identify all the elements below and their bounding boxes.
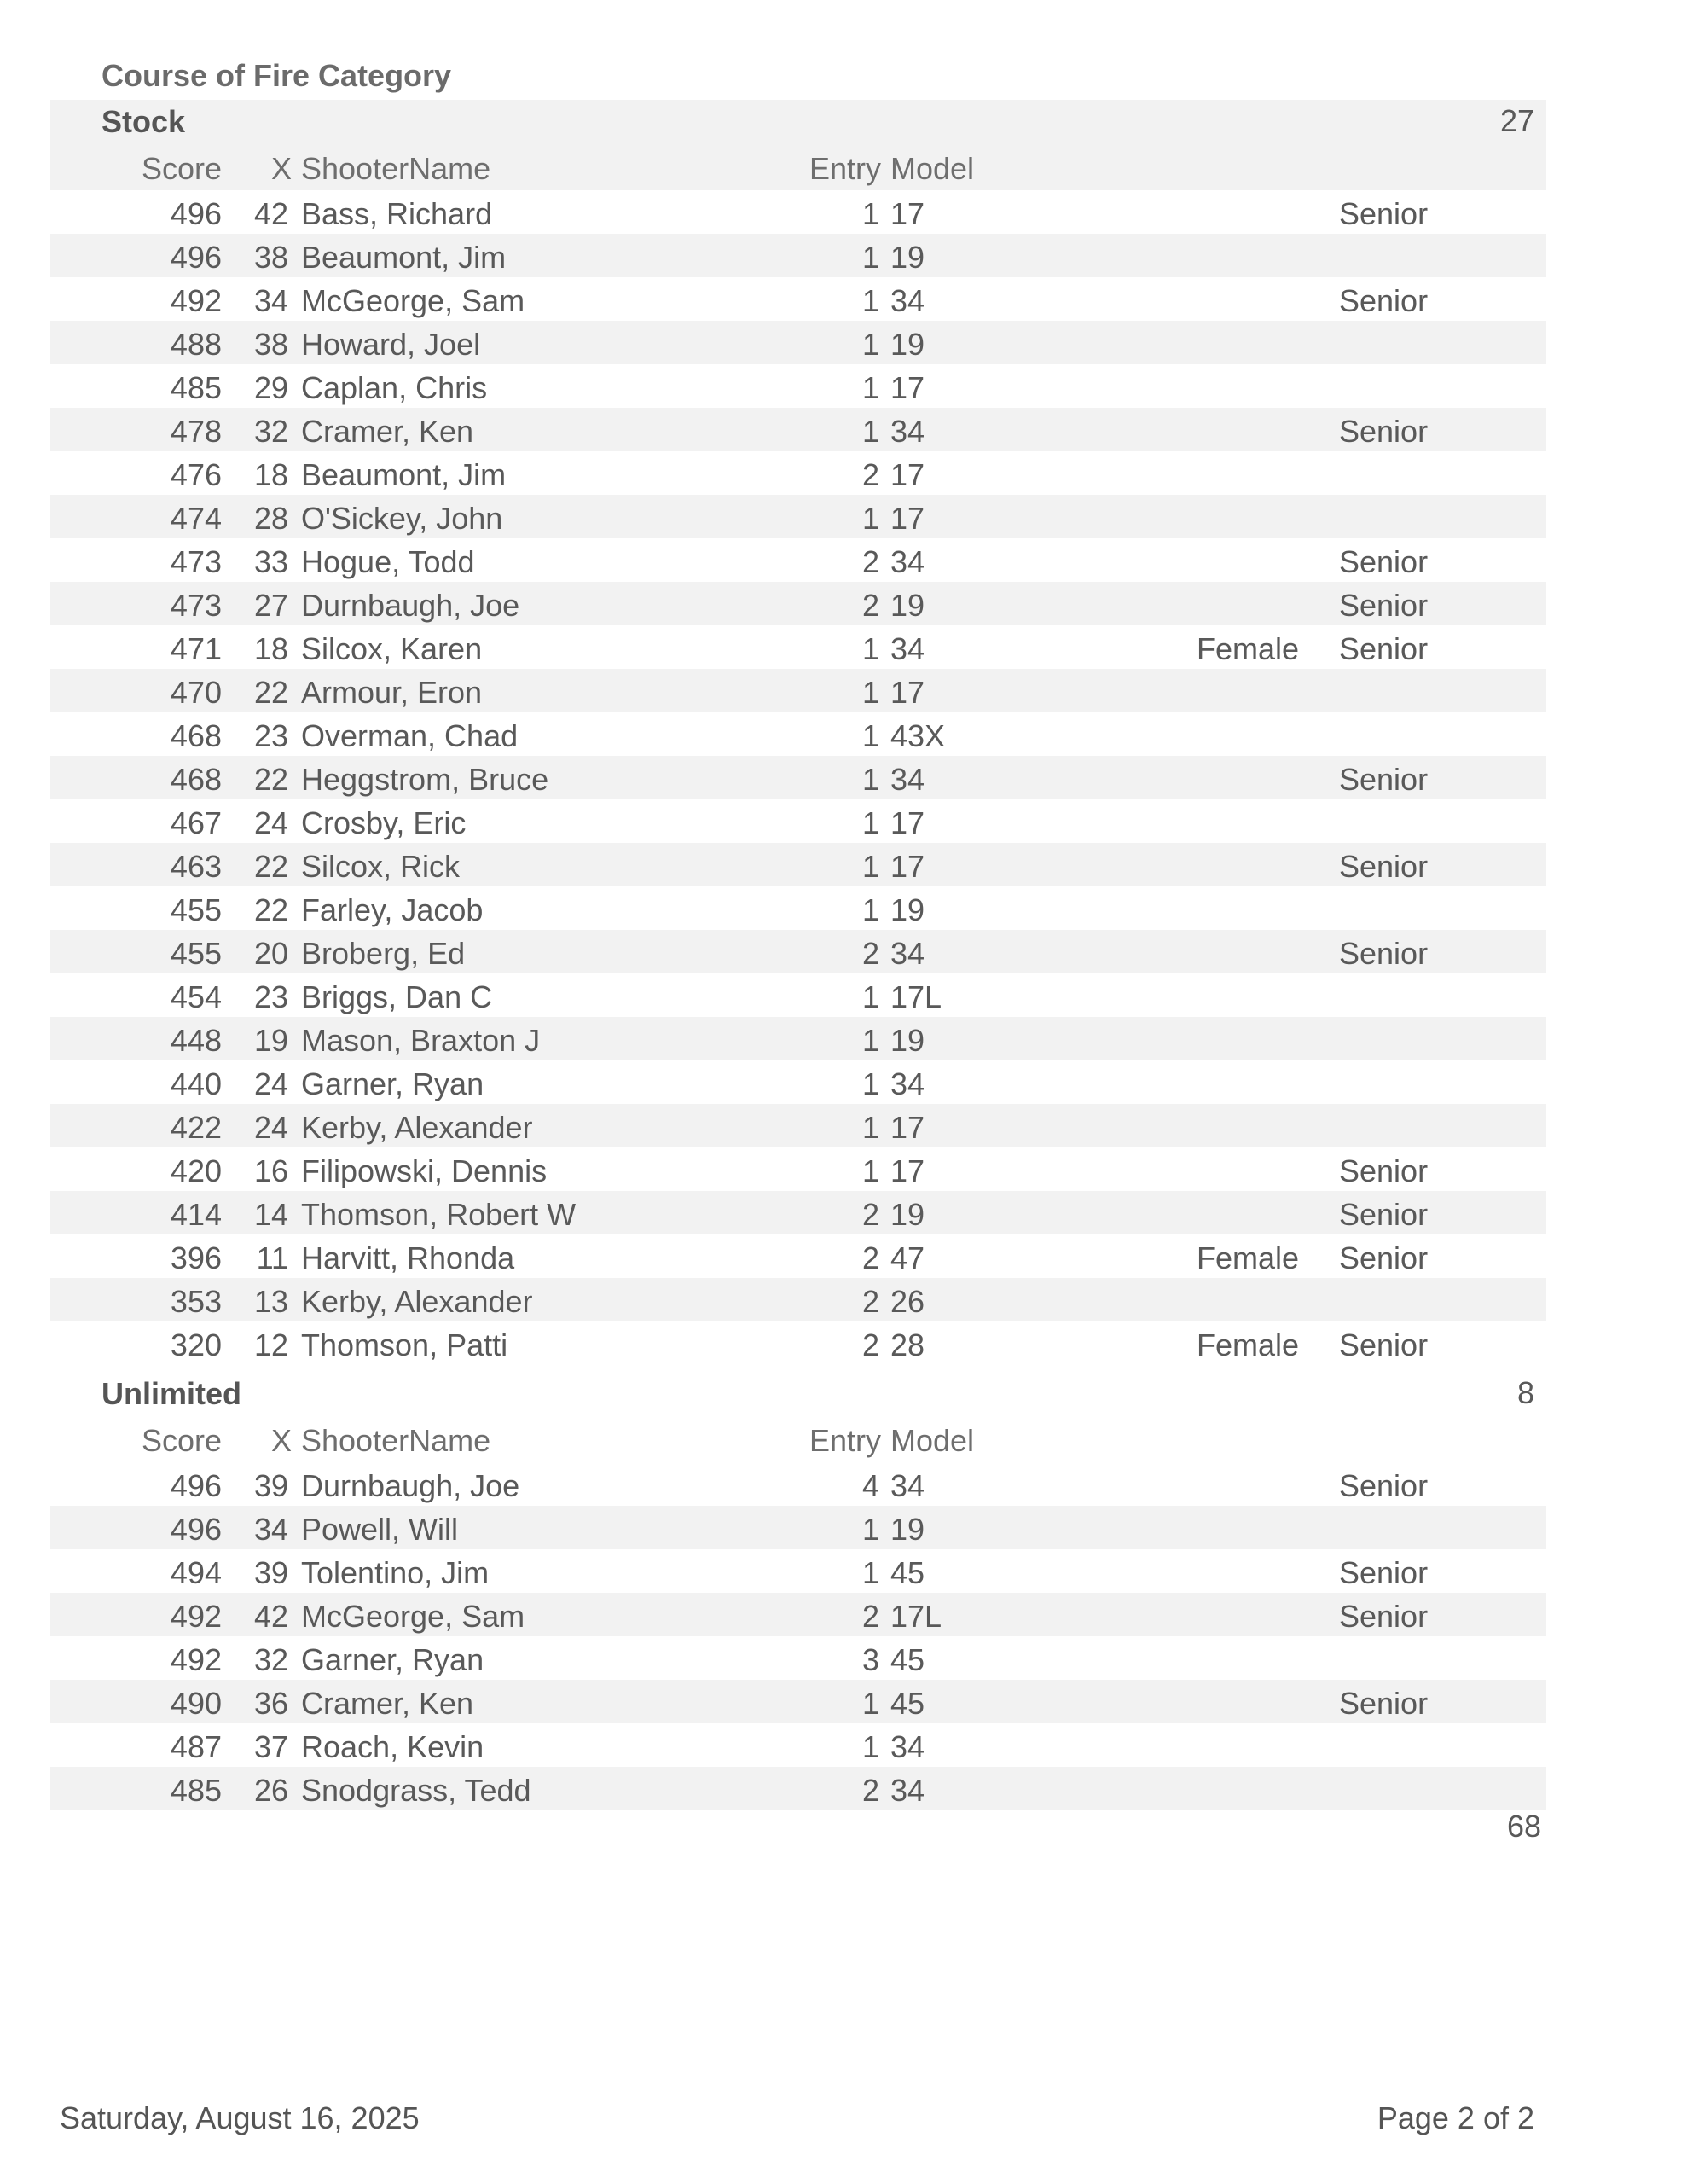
table-row xyxy=(50,1147,1546,1191)
table-row xyxy=(50,495,1546,538)
entry-cell: 1 xyxy=(861,501,879,536)
model-cell: 17 xyxy=(890,457,925,492)
table-row xyxy=(50,799,1546,843)
model-cell: 34 xyxy=(890,283,925,318)
shooter-name-cell: Hogue, Todd xyxy=(301,544,475,579)
group-header xyxy=(50,100,1546,143)
x-count-cell: 39 xyxy=(253,1555,288,1590)
model-cell: 28 xyxy=(890,1327,925,1362)
entry-cell: 2 xyxy=(861,544,879,579)
x-count-cell: 24 xyxy=(253,1110,288,1145)
score-cell: 496 xyxy=(170,1468,222,1503)
entry-cell: 1 xyxy=(861,240,879,275)
senior-cell: Senior xyxy=(1339,849,1429,884)
shooter-name-cell: Broberg, Ed xyxy=(301,936,466,971)
entry-cell: 2 xyxy=(861,1197,879,1232)
shooter-name-cell: Snodgrass, Tedd xyxy=(301,1773,531,1808)
score-cell: 471 xyxy=(170,631,222,666)
entry-cell: 1 xyxy=(861,1023,879,1058)
model-cell: 17 xyxy=(890,849,925,884)
x-count-cell: 42 xyxy=(253,1599,288,1634)
table-row xyxy=(50,1104,1546,1147)
x-count-cell: 19 xyxy=(253,1023,288,1058)
column-header-x: X xyxy=(270,151,292,186)
x-count-cell: 33 xyxy=(253,544,288,579)
shooter-name-cell: Armour, Eron xyxy=(301,675,483,710)
score-cell: 420 xyxy=(170,1153,222,1188)
model-cell: 19 xyxy=(890,240,925,275)
shooter-name-cell: Overman, Chad xyxy=(301,718,519,753)
entry-cell: 1 xyxy=(861,631,879,666)
score-cell: 492 xyxy=(170,1599,222,1634)
model-cell: 19 xyxy=(890,1197,925,1232)
table-row xyxy=(50,451,1546,495)
footer-page-number: Page 2 of 2 xyxy=(1377,2100,1534,2135)
entry-cell: 1 xyxy=(861,1686,879,1721)
table-row xyxy=(50,1278,1546,1321)
grand-total: 68 xyxy=(1506,1809,1541,1844)
column-header-model: Model xyxy=(890,1423,975,1458)
gender-cell: Female xyxy=(1196,1240,1299,1275)
shooter-name-cell: Kerby, Alexander xyxy=(301,1110,533,1145)
shooter-name-cell: Roach, Kevin xyxy=(301,1729,484,1764)
x-count-cell: 18 xyxy=(253,457,288,492)
entry-cell: 1 xyxy=(861,1555,879,1590)
x-count-cell: 27 xyxy=(253,588,288,623)
entry-cell: 1 xyxy=(861,762,879,797)
senior-cell: Senior xyxy=(1339,1468,1429,1503)
entry-cell: 1 xyxy=(861,1512,879,1547)
model-cell: 34 xyxy=(890,1773,925,1808)
x-count-cell: 13 xyxy=(253,1284,288,1319)
table-row xyxy=(50,1680,1546,1723)
entry-cell: 1 xyxy=(861,1110,879,1145)
group-count: 8 xyxy=(1516,1375,1534,1410)
entry-cell: 2 xyxy=(861,457,879,492)
senior-cell: Senior xyxy=(1339,1327,1429,1362)
senior-cell: Senior xyxy=(1339,1153,1429,1188)
unlimited-rows xyxy=(50,1462,1546,1810)
model-cell: 19 xyxy=(890,327,925,362)
table-row xyxy=(50,843,1546,886)
score-cell: 476 xyxy=(170,457,222,492)
entry-cell: 2 xyxy=(861,1773,879,1808)
model-cell: 19 xyxy=(890,588,925,623)
shooter-name-cell: Harvitt, Rhonda xyxy=(301,1240,515,1275)
model-cell: 17L xyxy=(890,979,942,1014)
x-count-cell: 14 xyxy=(253,1197,288,1232)
column-header-shooter-name: ShooterName xyxy=(301,151,491,186)
x-count-cell: 11 xyxy=(256,1240,288,1275)
model-cell: 19 xyxy=(890,892,925,927)
senior-cell: Senior xyxy=(1339,631,1429,666)
shooter-name-cell: Farley, Jacob xyxy=(301,892,484,927)
score-cell: 496 xyxy=(170,196,222,231)
table-row xyxy=(50,625,1546,669)
shooter-name-cell: O'Sickey, John xyxy=(301,501,503,536)
column-header-model: Model xyxy=(890,151,975,186)
score-cell: 448 xyxy=(170,1023,222,1058)
score-cell: 353 xyxy=(170,1284,222,1319)
entry-cell: 1 xyxy=(861,1066,879,1101)
model-cell: 45 xyxy=(890,1555,925,1590)
model-cell: 34 xyxy=(890,1729,925,1764)
score-cell: 485 xyxy=(170,370,222,405)
table-row xyxy=(50,234,1546,277)
model-cell: 34 xyxy=(890,1468,925,1503)
score-cell: 320 xyxy=(170,1327,222,1362)
model-cell: 47 xyxy=(890,1240,925,1275)
entry-cell: 1 xyxy=(861,1153,879,1188)
model-cell: 17 xyxy=(890,196,925,231)
shooter-name-cell: Thomson, Robert W xyxy=(301,1197,577,1232)
group-count: 27 xyxy=(1499,103,1534,138)
x-count-cell: 29 xyxy=(253,370,288,405)
table-row xyxy=(50,277,1546,321)
shooter-name-cell: Kerby, Alexander xyxy=(301,1284,533,1319)
x-count-cell: 23 xyxy=(253,718,288,753)
entry-cell: 1 xyxy=(861,370,879,405)
model-cell: 34 xyxy=(890,631,925,666)
entry-cell: 1 xyxy=(861,805,879,840)
entry-cell: 1 xyxy=(861,1729,879,1764)
senior-cell: Senior xyxy=(1339,544,1429,579)
table-row xyxy=(50,321,1546,364)
model-cell: 17 xyxy=(890,370,925,405)
score-cell: 492 xyxy=(170,283,222,318)
shooter-name-cell: Durnbaugh, Joe xyxy=(301,588,520,623)
score-cell: 455 xyxy=(170,936,222,971)
entry-cell: 1 xyxy=(861,327,879,362)
column-header-row xyxy=(50,143,1546,190)
column-header-entry: Entry xyxy=(809,1423,881,1458)
senior-cell: Senior xyxy=(1339,1599,1429,1634)
entry-cell: 4 xyxy=(861,1468,879,1503)
model-cell: 17L xyxy=(890,1599,942,1634)
score-cell: 478 xyxy=(170,414,222,449)
table-row xyxy=(50,1234,1546,1278)
model-cell: 17 xyxy=(890,1153,925,1188)
score-cell: 463 xyxy=(170,849,222,884)
x-count-cell: 32 xyxy=(253,414,288,449)
entry-cell: 2 xyxy=(861,1327,879,1362)
model-cell: 26 xyxy=(890,1284,925,1319)
table-row xyxy=(50,756,1546,799)
entry-cell: 1 xyxy=(861,675,879,710)
table-row xyxy=(50,582,1546,625)
shooter-name-cell: Garner, Ryan xyxy=(301,1642,484,1677)
x-count-cell: 22 xyxy=(253,849,288,884)
score-cell: 468 xyxy=(170,762,222,797)
senior-cell: Senior xyxy=(1339,1686,1429,1721)
table-row xyxy=(50,1017,1546,1060)
senior-cell: Senior xyxy=(1339,1240,1429,1275)
gender-cell: Female xyxy=(1196,631,1299,666)
x-count-cell: 38 xyxy=(253,240,288,275)
table-row xyxy=(50,930,1546,973)
unlimited-group xyxy=(50,1372,1546,1810)
x-count-cell: 16 xyxy=(253,1153,288,1188)
score-cell: 494 xyxy=(170,1555,222,1590)
group-title: Unlimited xyxy=(101,1376,242,1411)
shooter-name-cell: Mason, Braxton J xyxy=(301,1023,541,1058)
model-cell: 17 xyxy=(890,805,925,840)
model-cell: 45 xyxy=(890,1686,925,1721)
score-cell: 468 xyxy=(170,718,222,753)
category-header: Course of Fire Category xyxy=(101,58,452,93)
table-row xyxy=(50,364,1546,408)
senior-cell: Senior xyxy=(1339,414,1429,449)
table-row xyxy=(50,538,1546,582)
x-count-cell: 34 xyxy=(253,283,288,318)
entry-cell: 1 xyxy=(861,414,879,449)
senior-cell: Senior xyxy=(1339,196,1429,231)
score-cell: 485 xyxy=(170,1773,222,1808)
model-cell: 17 xyxy=(890,1110,925,1145)
table-row xyxy=(50,712,1546,756)
model-cell: 34 xyxy=(890,414,925,449)
entry-cell: 2 xyxy=(861,1284,879,1319)
entry-cell: 1 xyxy=(861,849,879,884)
model-cell: 17 xyxy=(890,675,925,710)
entry-cell: 3 xyxy=(861,1642,879,1677)
x-count-cell: 22 xyxy=(253,675,288,710)
shooter-name-cell: Powell, Will xyxy=(301,1512,459,1547)
shooter-name-cell: Thomson, Patti xyxy=(301,1327,508,1362)
shooter-name-cell: Crosby, Eric xyxy=(301,805,467,840)
gender-cell: Female xyxy=(1196,1327,1299,1362)
score-cell: 488 xyxy=(170,327,222,362)
model-cell: 43X xyxy=(890,718,946,753)
column-header-x: X xyxy=(270,1423,292,1458)
table-row xyxy=(50,1321,1546,1365)
x-count-cell: 24 xyxy=(253,1066,288,1101)
model-cell: 45 xyxy=(890,1642,925,1677)
table-row xyxy=(50,1191,1546,1234)
score-cell: 490 xyxy=(170,1686,222,1721)
shooter-name-cell: Heggstrom, Bruce xyxy=(301,762,549,797)
table-row xyxy=(50,1636,1546,1680)
score-cell: 470 xyxy=(170,675,222,710)
column-header-score: Score xyxy=(141,151,222,186)
entry-cell: 2 xyxy=(861,1240,879,1275)
x-count-cell: 22 xyxy=(253,892,288,927)
footer-date: Saturday, August 16, 2025 xyxy=(60,2100,420,2135)
model-cell: 19 xyxy=(890,1512,925,1547)
column-header-score: Score xyxy=(141,1423,222,1458)
stock-group xyxy=(50,100,1546,1365)
score-cell: 473 xyxy=(170,588,222,623)
x-count-cell: 34 xyxy=(253,1512,288,1547)
shooter-name-cell: Silcox, Karen xyxy=(301,631,483,666)
table-row xyxy=(50,1549,1546,1593)
stock-rows xyxy=(50,190,1546,1365)
column-header-row xyxy=(50,1415,1546,1462)
score-cell: 496 xyxy=(170,240,222,275)
group-header xyxy=(50,1372,1546,1415)
score-cell: 455 xyxy=(170,892,222,927)
table-row xyxy=(50,1462,1546,1506)
model-cell: 17 xyxy=(890,501,925,536)
x-count-cell: 42 xyxy=(253,196,288,231)
shooter-name-cell: McGeorge, Sam xyxy=(301,283,525,318)
x-count-cell: 36 xyxy=(253,1686,288,1721)
score-cell: 474 xyxy=(170,501,222,536)
model-cell: 34 xyxy=(890,762,925,797)
model-cell: 34 xyxy=(890,544,925,579)
shooter-name-cell: Filipowski, Dennis xyxy=(301,1153,548,1188)
column-header-entry: Entry xyxy=(809,151,881,186)
x-count-cell: 20 xyxy=(253,936,288,971)
x-count-cell: 26 xyxy=(253,1773,288,1808)
shooter-name-cell: McGeorge, Sam xyxy=(301,1599,525,1634)
model-cell: 34 xyxy=(890,1066,925,1101)
senior-cell: Senior xyxy=(1339,1555,1429,1590)
x-count-cell: 32 xyxy=(253,1642,288,1677)
table-row xyxy=(50,886,1546,930)
score-cell: 492 xyxy=(170,1642,222,1677)
score-cell: 496 xyxy=(170,1512,222,1547)
shooter-name-cell: Beaumont, Jim xyxy=(301,457,507,492)
model-cell: 19 xyxy=(890,1023,925,1058)
entry-cell: 1 xyxy=(861,196,879,231)
x-count-cell: 18 xyxy=(253,631,288,666)
table-row xyxy=(50,973,1546,1017)
score-cell: 454 xyxy=(170,979,222,1014)
group-title: Stock xyxy=(101,104,186,139)
shooter-name-cell: Tolentino, Jim xyxy=(301,1555,490,1590)
table-row xyxy=(50,1060,1546,1104)
shooter-name-cell: Beaumont, Jim xyxy=(301,240,507,275)
entry-cell: 2 xyxy=(861,936,879,971)
table-row xyxy=(50,1593,1546,1636)
shooter-name-cell: Howard, Joel xyxy=(301,327,481,362)
shooter-name-cell: Briggs, Dan C xyxy=(301,979,493,1014)
shooter-name-cell: Silcox, Rick xyxy=(301,849,461,884)
score-cell: 473 xyxy=(170,544,222,579)
table-row xyxy=(50,669,1546,712)
x-count-cell: 24 xyxy=(253,805,288,840)
x-count-cell: 12 xyxy=(253,1327,288,1362)
entry-cell: 2 xyxy=(861,588,879,623)
x-count-cell: 22 xyxy=(253,762,288,797)
score-cell: 440 xyxy=(170,1066,222,1101)
shooter-name-cell: Cramer, Ken xyxy=(301,414,474,449)
x-count-cell: 23 xyxy=(253,979,288,1014)
x-count-cell: 37 xyxy=(253,1729,288,1764)
entry-cell: 1 xyxy=(861,979,879,1014)
shooter-name-cell: Cramer, Ken xyxy=(301,1686,474,1721)
table-row xyxy=(50,408,1546,451)
table-row xyxy=(50,1506,1546,1549)
shooter-name-cell: Caplan, Chris xyxy=(301,370,488,405)
score-cell: 414 xyxy=(170,1197,222,1232)
x-count-cell: 28 xyxy=(253,501,288,536)
senior-cell: Senior xyxy=(1339,1197,1429,1232)
table-row xyxy=(50,190,1546,234)
table-row xyxy=(50,1723,1546,1767)
score-cell: 396 xyxy=(170,1240,222,1275)
score-cell: 422 xyxy=(170,1110,222,1145)
senior-cell: Senior xyxy=(1339,762,1429,797)
shooter-name-cell: Garner, Ryan xyxy=(301,1066,484,1101)
score-cell: 487 xyxy=(170,1729,222,1764)
entry-cell: 2 xyxy=(861,1599,879,1634)
x-count-cell: 39 xyxy=(253,1468,288,1503)
column-header-shooter-name: ShooterName xyxy=(301,1423,491,1458)
senior-cell: Senior xyxy=(1339,283,1429,318)
senior-cell: Senior xyxy=(1339,936,1429,971)
model-cell: 34 xyxy=(890,936,925,971)
shooter-name-cell: Durnbaugh, Joe xyxy=(301,1468,520,1503)
score-cell: 467 xyxy=(170,805,222,840)
x-count-cell: 38 xyxy=(253,327,288,362)
table-row xyxy=(50,1767,1546,1810)
senior-cell: Senior xyxy=(1339,588,1429,623)
shooter-name-cell: Bass, Richard xyxy=(301,196,493,231)
entry-cell: 1 xyxy=(861,283,879,318)
entry-cell: 1 xyxy=(861,718,879,753)
entry-cell: 1 xyxy=(861,892,879,927)
